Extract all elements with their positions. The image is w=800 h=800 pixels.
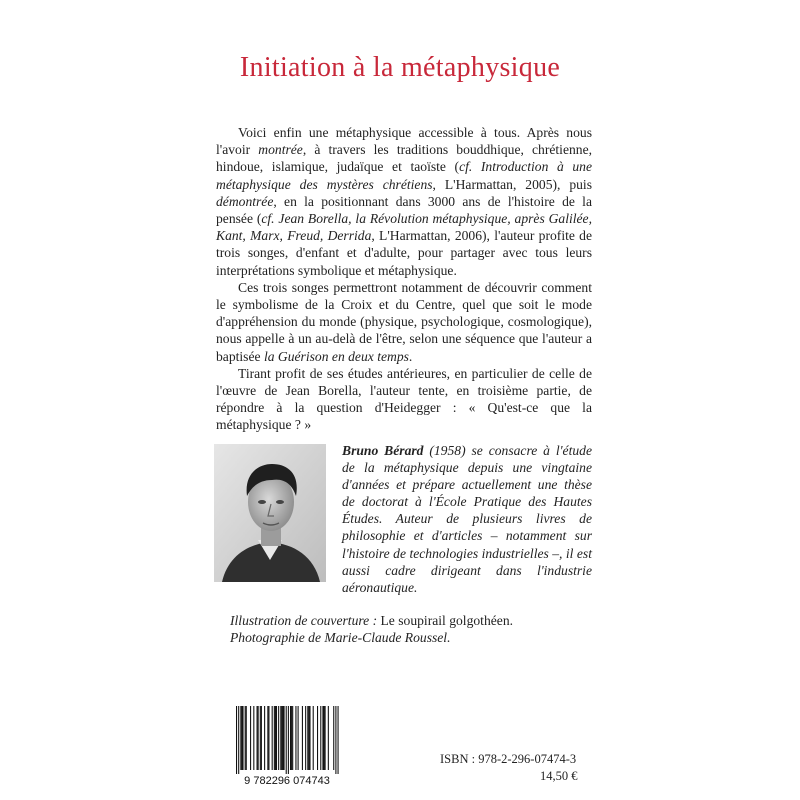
barcode-bar: [328, 706, 329, 770]
barcode-bar: [261, 706, 262, 770]
barcode-bar: [295, 706, 296, 770]
barcode-bar: [280, 706, 281, 770]
barcode-bar: [278, 706, 279, 770]
barcode-bar: [338, 706, 339, 774]
barcode-bar: [282, 706, 283, 770]
cover-illustration-credit: [230, 612, 590, 646]
book-title: Initiation à la métaphysique: [239, 52, 561, 83]
blurb-paragraph-3: Tirant profit de ses études antérieures, en particulier de celle de l'œuvre de Jean Borella, l'auteur tente, en troisième partie, de répondre à la question d'Heidegger : « Qu'est-ce que la métaphysique ? »: [216, 365, 592, 433]
back-cover-blurb: [216, 124, 592, 434]
barcode-bar: [291, 706, 292, 770]
isbn-number: ISBN : 978-2-296-07474-3: [440, 752, 577, 766]
barcode-bar: [258, 706, 259, 770]
caption-label: Illustration de couverture :: [230, 613, 378, 628]
barcode-bar: [286, 706, 287, 774]
barcode-bar: [240, 706, 241, 770]
author-photo: [214, 444, 326, 582]
barcode-bar: [242, 706, 243, 770]
barcode-bar: [250, 706, 251, 770]
barcode-digits: 9 782296 074743: [244, 775, 330, 786]
barcode-bar: [313, 706, 314, 770]
barcode-bar: [275, 706, 276, 770]
barcode-bar: [323, 706, 324, 770]
barcode-bar: [305, 706, 306, 770]
barcode-bar: [335, 706, 336, 774]
barcode-bar: [308, 706, 309, 770]
barcode-bar: [257, 706, 258, 770]
author-bio-text: (1958) se consacre à l'étude de la métaphysique depuis une vingtaine d'années et prépare actuellement une thèse de doctorat à l'École Pratique des Hautes Études. Auteur de plusieurs livres de philosophie et d'articles – notamment sur l'histoire de technologies industrielles –, il est aussi cadre dirigeant dans l'industrie aéronautique.: [342, 443, 592, 595]
caption-credit: Photographie de Marie-Claude Roussel.: [230, 630, 451, 646]
barcode-bar: [298, 706, 299, 770]
barcode-bar: [309, 706, 310, 770]
barcode-bar: [322, 706, 323, 770]
barcode-bar: [320, 706, 321, 770]
barcode-bar: [290, 706, 291, 770]
barcode-bar: [236, 706, 237, 774]
barcode-bar: [292, 706, 293, 770]
barcode-bar: [302, 706, 303, 770]
barcode-bar: [264, 706, 265, 770]
barcode-bar: [281, 706, 282, 770]
ean-barcode: [228, 704, 346, 786]
blurb-paragraph-1: Voici enfin une métaphysique accessible à tous. Après nous l'avoir montrée, à travers les traditions bouddhique, chrétienne, hindoue, islamique, judaïque et taoïste (cf. Introduction à une métaphysique des mystères chrétiens, L'Harmattan, 2005), puis démontrée, en la positionnant dans 3000 ans de l'histoire de la pensée (cf. Jean Borella, la Révolution métaphysique, après Galilée, Kant, Marx, Freud, Derrida, L'Harmattan, 2006), l'auteur profite de trois songes, d'enfant et d'adulte, pour partager avec tous leurs interprétations symbolique et métaphysique.: [216, 125, 592, 278]
barcode-bar: [276, 706, 277, 770]
caption-subject: Le soupirail golgothéen.: [377, 613, 514, 628]
barcode-bar: [241, 706, 242, 770]
barcode-bar: [317, 706, 318, 770]
barcode-bar: [307, 706, 308, 770]
barcode-bar: [253, 706, 254, 770]
barcode-bar: [268, 706, 269, 770]
barcode-bar: [245, 706, 246, 770]
book-price: 14,50 €: [540, 769, 578, 783]
barcode-bar: [267, 706, 268, 770]
barcode-bar: [238, 706, 239, 774]
barcode-bar: [272, 706, 273, 770]
barcode-bar: [288, 706, 289, 774]
barcode-bar: [325, 706, 326, 770]
barcode-bar: [284, 706, 285, 770]
barcode-bar: [333, 706, 334, 770]
author-name: Bruno Bérard: [342, 443, 424, 458]
author-biography: [342, 442, 592, 596]
blurb-paragraph-2: Ces trois songes permettront notamment de découvrir comment le symbolisme de la Croix et du Centre, quel que soit le mode d'appréhension du monde (physique, psychologique, cosmologique), nous appelle à un au-delà de l'être, selon une séquence que l'auteur a baptisée la Guérison en deux temps.: [216, 279, 592, 364]
barcode-bar: [260, 706, 261, 770]
barcode-bar: [274, 706, 275, 770]
barcode-bar: [246, 706, 247, 770]
